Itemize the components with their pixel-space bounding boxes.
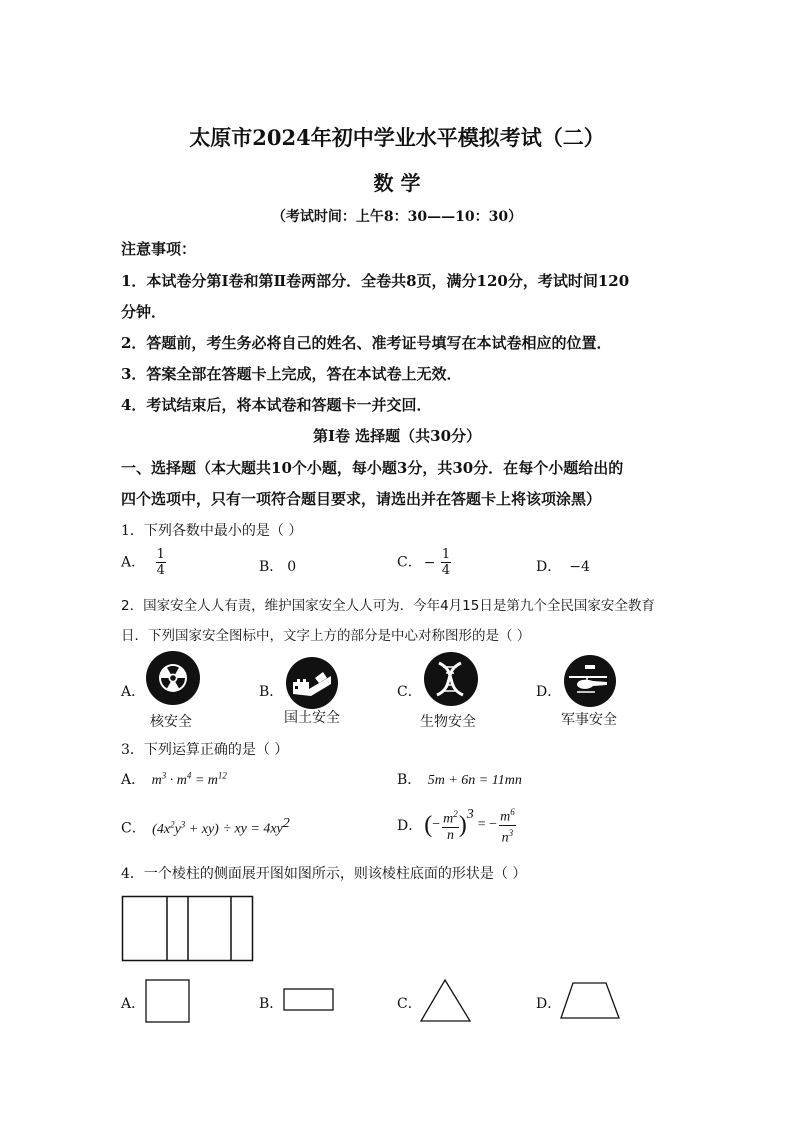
q1-b-value: 0 bbox=[287, 559, 297, 575]
q1-b-label: B． bbox=[259, 559, 284, 575]
q1-c-fraction bbox=[441, 547, 451, 578]
q1-a-fraction bbox=[156, 547, 166, 578]
q3-option-d bbox=[397, 805, 516, 845]
q1-c-num: 1 bbox=[441, 547, 451, 562]
q3-stem: 3．下列运算正确的是（ ） bbox=[121, 742, 289, 758]
great-wall-icon bbox=[285, 656, 339, 714]
q3-a-label: A． bbox=[121, 772, 146, 788]
q4-option-c-label: C． bbox=[397, 996, 422, 1012]
q3-d-lhs: ( bbox=[424, 811, 433, 838]
rectangle-shape bbox=[283, 988, 335, 1016]
q1-d-label: D． bbox=[536, 559, 562, 575]
note-1-cont: 分钟． bbox=[121, 303, 167, 321]
dna-icon bbox=[423, 651, 479, 711]
helicopter-icon bbox=[563, 654, 617, 712]
q4-option-b-label: B． bbox=[259, 996, 284, 1012]
q1-option-b bbox=[259, 556, 296, 576]
q2-caption-d: 军事安全 bbox=[561, 712, 617, 728]
q1-c-den: 4 bbox=[441, 563, 451, 578]
q1-stem: 1．下列各数中最小的是（ ） bbox=[121, 523, 303, 539]
q2-option-b-label: B． bbox=[259, 684, 284, 700]
q3-b-expression: 5m + 6n = 11mn bbox=[427, 773, 522, 788]
q3-d-frac-1: $\frac{m^2}{n}$ bbox=[443, 809, 458, 843]
q2-option-c-label: C． bbox=[397, 684, 422, 700]
q3-d-equals: = − bbox=[477, 817, 498, 833]
q1-c-label: C． bbox=[397, 554, 422, 571]
q1-a-num: 1 bbox=[156, 547, 165, 562]
q2-option-d-label: D． bbox=[536, 684, 562, 700]
note-2: 2．答题前，考生务必将自己的姓名、准考证号填写在本试卷相应的位置． bbox=[121, 334, 612, 352]
q3-d-label: D． bbox=[397, 818, 423, 835]
q3-c-exp: 2 bbox=[282, 816, 290, 831]
q3-d-minus: − bbox=[432, 817, 441, 833]
square-shape bbox=[145, 979, 191, 1027]
q2-caption-c: 生物安全 bbox=[420, 714, 476, 730]
q1-a-label: A． bbox=[121, 554, 146, 571]
q3-c-label: C． bbox=[121, 820, 146, 837]
q1-a-den: 4 bbox=[156, 563, 165, 578]
q3-c-expression-tail: ÷ xy = 4xy bbox=[223, 821, 283, 837]
q2-stem-2: 日．下列国家安全图标中，文字上方的部分是中心对称图形的是（ ） bbox=[121, 628, 531, 644]
q3-b-label: B． bbox=[397, 772, 422, 788]
section-instructions-1: 一、选择题（本大题共10个小题，每小题3分，共30分．在每个小题给出的 bbox=[121, 459, 624, 477]
q1-option-d bbox=[536, 556, 590, 576]
exam-time: （考试时间：上午8：30——10：30） bbox=[271, 209, 523, 225]
q1-c-sign: − bbox=[423, 554, 436, 571]
q1-option-a bbox=[121, 547, 166, 578]
q2-stem-1: 2．国家安全人人有责，维护国家安全人人可为．今年4月15日是第九个全民国家安全教育 bbox=[121, 598, 655, 614]
trapezoid-shape bbox=[560, 981, 622, 1025]
q3-d-rparen: ) bbox=[458, 811, 467, 838]
q3-c-expression: $(4x^2y^3 + xy)$ bbox=[152, 819, 219, 837]
q2-caption-a: 核安全 bbox=[150, 714, 192, 730]
q3-option-b bbox=[397, 769, 522, 789]
q2-caption-b: 国土安全 bbox=[284, 710, 340, 726]
q4-option-a-label: A． bbox=[121, 996, 146, 1012]
notes-heading: 注意事项： bbox=[121, 240, 197, 258]
q2-option-a-label: A． bbox=[121, 684, 146, 700]
exam-title: 太原市2024年初中学业水平模拟考试（二） bbox=[189, 125, 605, 150]
q3-option-a bbox=[121, 769, 227, 789]
q4-option-d-label: D． bbox=[536, 996, 562, 1012]
note-4: 4．考试结束后，将本试卷和答题卡一并交回． bbox=[121, 396, 432, 414]
radiation-icon bbox=[145, 650, 201, 710]
q3-d-frac-2: $\frac{m^6}{n^3}$ bbox=[500, 807, 515, 846]
note-1: 1．本试卷分第Ⅰ卷和第Ⅱ卷两部分．全卷共8页，满分120分，考试时间120 bbox=[121, 272, 630, 290]
triangle-shape bbox=[420, 978, 472, 1028]
section-instructions-2: 四个选项中，只有一项符合题目要求，请选出并在答题卡上将该项涂黑） bbox=[121, 490, 602, 508]
q4-stem: 4．一个棱柱的侧面展开图如图所示，则该棱柱底面的形状是（ ） bbox=[121, 866, 527, 882]
section-title: 第Ⅰ卷 选择题（共30分） bbox=[312, 427, 482, 445]
q1-option-c bbox=[397, 547, 451, 578]
q1-d-value: −4 bbox=[569, 559, 590, 575]
subject-title: 数 学 bbox=[373, 171, 421, 195]
q3-a-expression: $m^3 \cdot m^4 = m^{12}$ bbox=[151, 770, 227, 788]
q3-option-c bbox=[121, 816, 290, 838]
note-3: 3．答案全部在答题卡上完成，答在本试卷上无效． bbox=[121, 365, 462, 383]
q3-d-power: 3 bbox=[466, 807, 474, 822]
prism-net-figure bbox=[121, 895, 255, 967]
